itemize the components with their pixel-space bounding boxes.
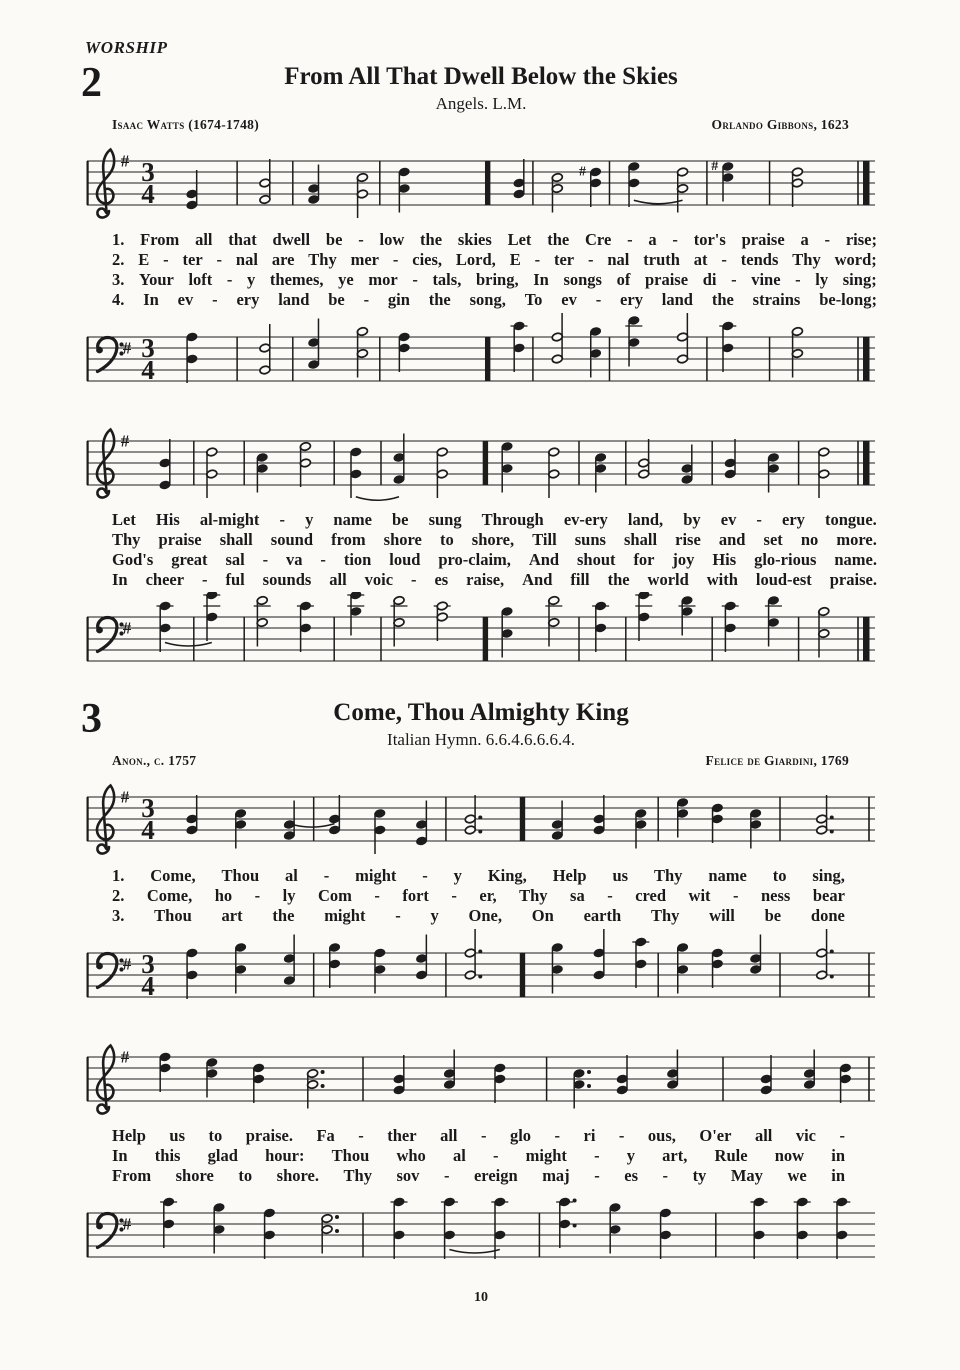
section-header: WORSHIP	[85, 38, 168, 57]
svg-text:#: #	[120, 431, 130, 451]
hymn3-verse-block-1	[85, 866, 877, 926]
hymn3-attribution-row	[85, 752, 877, 772]
verse-line: Thy praise shall sound from shore to shore, Till suns shall rise and set no more.	[112, 530, 877, 549]
hymn2-verse-block-2	[85, 510, 877, 590]
verse-line: 4. In ev - ery land be - gin the song, To ev - ery land the strains be-long;	[112, 290, 877, 309]
verse-line: God's great sal - va - tion loud pro-claim, And shout for joy His glo-rious name.	[112, 550, 877, 569]
page-content	[81, 38, 877, 1306]
svg-text:#: #	[120, 151, 130, 171]
page-number: 10	[474, 1290, 488, 1305]
svg-text:3: 3	[141, 333, 155, 363]
staff-hymn2-treble-2	[85, 416, 877, 508]
verse-line: 1. From all that dwell be - low the skies Let the Cre - a - tor's praise a - rise;	[112, 230, 877, 249]
verse-line: In this glad hour: Thou who al - might - y art, Rule now in	[112, 1146, 845, 1165]
svg-text:#: #	[122, 338, 132, 358]
hymn3-number: 3	[81, 696, 102, 742]
hymn3-author: Anon., c. 1757	[112, 753, 197, 768]
svg-text:#: #	[122, 1214, 132, 1234]
staff-hymn2-bass-2	[85, 592, 877, 684]
verse-line: 3. Your loft - y themes, ye mor - tals, bring, In songs of praise di - vine - ly sing;	[112, 270, 877, 289]
hymn2-author: Isaac Watts (1674-1748)	[112, 117, 259, 132]
svg-text:3: 3	[141, 949, 155, 979]
verse-line: 1. Come, Thou al - might - y King, Help us Thy name to sing,	[112, 866, 845, 885]
svg-text:4: 4	[141, 971, 155, 1001]
verse-line: 3. Thou art the might - y One, On earth Thy will be done	[112, 906, 845, 925]
svg-text:#: #	[579, 164, 587, 180]
staff-hymn3-bass-1	[85, 928, 877, 1020]
system-gap	[85, 404, 877, 416]
hymn-3	[81, 696, 877, 1280]
verse-line: Help us to praise. Fa - ther all - glo - ri - ous, O'er all vic -	[112, 1126, 845, 1145]
hymn2-verse-block-1	[85, 230, 877, 310]
hymn3-tune-meter: Italian Hymn. 6.6.4.6.6.6.4.	[387, 730, 575, 749]
hymn2-title: From All That Dwell Below the Skies	[284, 63, 678, 90]
svg-text:3: 3	[141, 157, 155, 187]
verse-line: From shore to shore. Thy sov - ereign maj - es - ty May we in	[112, 1166, 845, 1185]
hymn2-attribution-row	[85, 116, 877, 136]
svg-text:#: #	[120, 787, 130, 807]
svg-text:#: #	[711, 159, 719, 174]
svg-text:#: #	[122, 618, 132, 638]
hymn2-composer: Orlando Gibbons, 1623	[711, 117, 849, 132]
staff-hymn2-treble-1	[85, 136, 877, 228]
system-gap	[85, 1020, 877, 1032]
hymn2-number: 2	[81, 60, 102, 106]
hymn3-header	[81, 696, 877, 772]
staff-hymn2-bass-1	[85, 312, 877, 404]
svg-text:#: #	[120, 1047, 130, 1067]
verse-line: Let His al-might - y name be sung Through ev-ery land, by ev - ery tongue.	[112, 510, 877, 529]
verse-line: 2. Come, ho - ly Com - fort - er, Thy sa - cred wit - ness bear	[112, 886, 845, 905]
svg-text:4: 4	[141, 815, 155, 845]
svg-text:4: 4	[141, 179, 155, 209]
hymn-2	[81, 60, 877, 684]
hymn2-header	[81, 60, 877, 136]
svg-text:#: #	[122, 954, 132, 974]
staff-hymn3-treble-2	[85, 1032, 877, 1124]
staff-hymn3-treble-1	[85, 772, 877, 864]
verse-line: In cheer - ful sounds all voic - es raise, And fill the world with loud-est praise.	[112, 570, 877, 589]
hymn3-composer: Felice de Giardini, 1769	[705, 753, 849, 768]
svg-text:3: 3	[141, 793, 155, 823]
hymn3-title: Come, Thou Almighty King	[333, 699, 629, 726]
svg-text:4: 4	[141, 355, 155, 385]
staff-hymn3-bass-2	[85, 1188, 877, 1280]
hymn3-verse-block-2	[85, 1126, 877, 1186]
hymn2-tune-meter: Angels. L.M.	[435, 94, 527, 113]
verse-line: 2. E - ter - nal are Thy mer - cies, Lord, E - ter - nal truth at - tends Thy word;	[112, 250, 877, 269]
